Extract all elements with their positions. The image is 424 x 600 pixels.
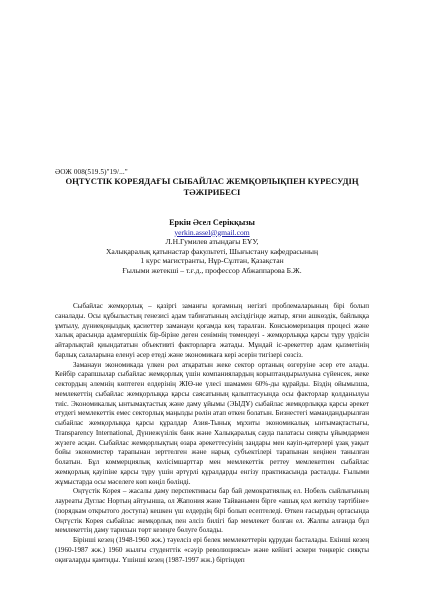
title-line-2: ТӘЖІРИБЕСІ — [183, 186, 241, 197]
paragraph-2: Заманауи экономикада үлкен рөл атқаратын жеке сектор ортаның өзгеруіне әсер ете алады. Кейбір сарапшылар сыбайлас жемқорлық үшін компаниялардың корыптандырылуына сүйенсек, жеке сектордың әлемнің көптеген елдерінің ЖІӨ-не үлесі шамамен 60%-ды құрайды. Біздің ойымызша, мемлекеттің сыбайлас жемқорлыққа қарсы саясатының қалыптасуында осы факторлар қолданылуы тиіс. Экономикалық ынтымақтастық және даму ұйымы (ЭЫДҰ) сыбайлас жемқорлыққа қарсы әрекет етудегі мемлекеттік емес секторлық маңызды рөлін атап өткен болатын. Бизнестегі мамандандырылған сыбайлас жемқорлыққа қарсы құралдар Азия-Тынық мұхиты экономикалық ынтымақтастығы, Transparency International, Дүниежүзілік банк және Халықаралық сауда палатасы сияқты ұйымдармен жүзеге асқан. Сыбайлас жемқорлықтың өзара әрекеттесуінің заңдары мен кауіп-қатерлері ұзақ уақыт бойы экономистер тарапынан зерттелген және нарық субъектілері тарапынан кеңінен танылған болатын. Бұл коммерциялық келісімшарттар мен мемлекеттік реттеу мемлекетпен сыбайлас жемқорлық қауіпіне қарсы тұру үшін әртүрлі құралдарды енгізу практикасында расталды. Ғылыми жұмыстарда осы мәселеге көп көңіл бөлінді. — [55, 360, 369, 486]
udc-code: ӘОЖ 008(519.5)"19/..." — [55, 168, 128, 176]
author-email-link[interactable]: yerkin.assel@gmail.com — [174, 227, 250, 237]
author-affiliation-2: Халықаралық қатынастар факультеті, Шығыстану кафедрасының — [105, 246, 319, 256]
paragraph-1: Сыбайлас жемқорлық – қазіргі заманғы қоғамның негізгі проблемаларының бірі болып саналады. Осы құбылыстың генезисі адам табиғатының әлсіздігінде жатыр, яғни ашкөздік, байлыққа ұмтылу, дүниеқоңыздық қасиеттер заманауи қоғамда кең таралған. Консьюмеризация процесі және халық арасында адамгершілік бір-біріне деген сенімнің төмендеуі - жемқорлыққа қарсы тұру үрдісін айтарлықтай қиындататын объективті факторларға жатады. Мұндай іс-әрекеттер адам қызметінің барлық салаларына еленуі әсер етеді және экономикаға кері әсерін тигізері сөзсіз. — [55, 302, 369, 359]
title-line-1: ОҢТҮСТІК КОРЕЯДАҒЫ СЫБАЙЛАС ЖЕМҚОРЛЫҚПЕН КҮРЕСУДІҢ — [65, 176, 359, 186]
author-block — [55, 218, 369, 276]
article-title — [55, 176, 369, 197]
supervisor-line: Ғылыми жетекші – т.ғ.д., профессор Абжаппарова Б.Ж. — [122, 265, 302, 275]
paragraph-3: Оңтүстік Корея – жасалы даму перспективасы бар бай демократиялық ел. Нобель сыйлығының лауреаты Дуглас Нортың айтуынша, ол Жапония және Тайваньмен бірге «ашық қол жеткізу тәртібіне» (порядкам открытого доступа) кешкен үш елдердің бірі болып есептеледі. Өткен ғасырдың ортасында Оңтүстік Корея сыбайлас жемқорлық пен әлсіз билігі бар мемлекет болған ел. Жалпы алғанда бұл мемлекеттің даму тарихын төрт кезеңге бөлуге болады. — [55, 487, 369, 535]
author-name: Еркін Әсел Серікқызы — [169, 218, 255, 227]
article-body — [55, 302, 369, 565]
author-affiliation-3: 1 курс магистранты, Нұр-Сұлтан, Қазақстан — [140, 256, 284, 266]
paragraph-4: Бірінші кезең (1948-1960 жж.) тәуелсіз ері белек мемлекеттерін құрудан басталады. Екінші кезең (1960-1987 жж.) 1960 жылғы студенттік «сәуір революциясы» және кейінгі әскери төңкеріс сияқты оқиғаларды қамтиды. Үшінші кезең (1987-1997 жж.) біртіндеп — [55, 536, 369, 564]
author-affiliation-1: Л.Н.Гумилев атындағы ЕҰУ, — [165, 237, 259, 247]
